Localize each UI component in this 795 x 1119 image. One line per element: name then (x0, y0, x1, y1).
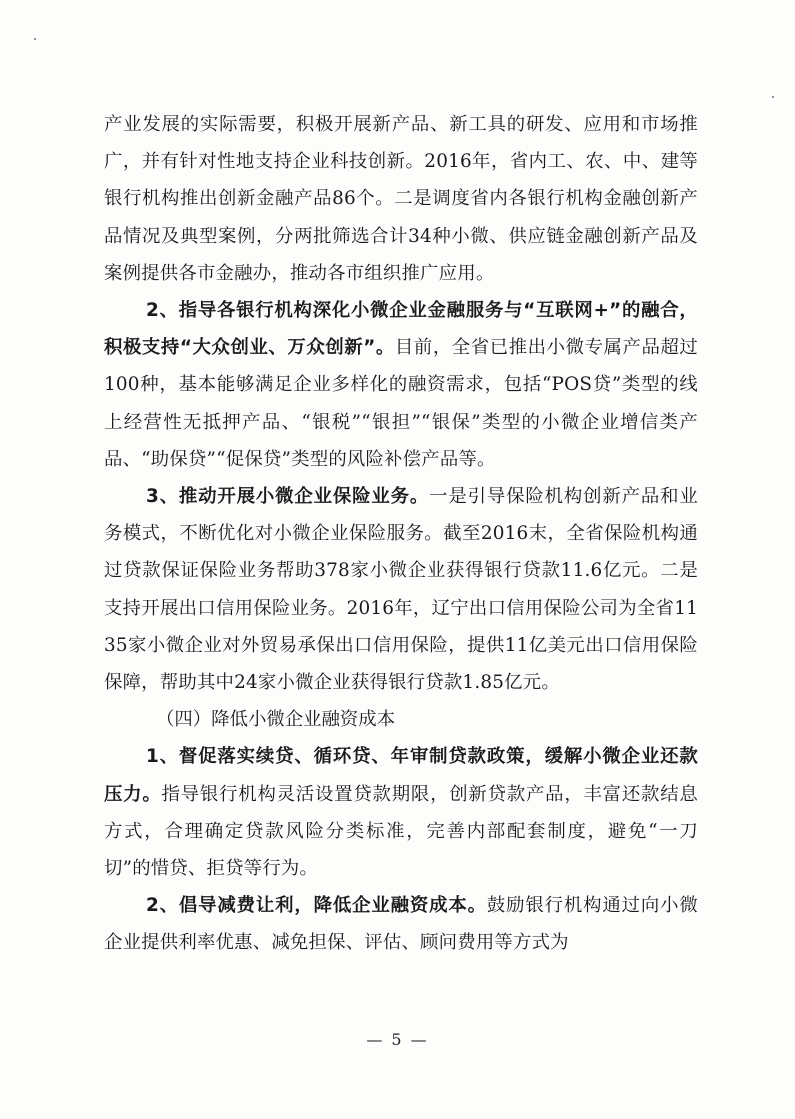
scan-mark (772, 96, 774, 98)
page-number: — 5 — (366, 1030, 429, 1049)
paragraph-text: 鼓励银行机构通过向小微企业提供利率优惠、减免担保、评估、顾问费用等方式为 (104, 895, 698, 954)
paragraph-text: 目前，全省已推出小微专属产品超过100种，基本能够满足企业多样化的融资需求，包括“POS贷”类型的线上经营性无抵押产品、“银税”“银担”“银保”类型的小微企业增信类产品、“助保贷”“促保贷”类型的风险补偿产品等。 (104, 337, 699, 470)
paragraph-bold-lead: 2、指导各银行机构深化小微企业金融服务与“互联网+”的融合，积极支持“大众创业、万众创新”。 (104, 300, 698, 359)
section-heading: （四）降低小微企业融资成本 (156, 709, 396, 731)
paragraph-loan-policy (104, 738, 698, 887)
paragraph-text: 指导银行机构灵活设置贷款期限，创新贷款产品，丰富还款结息方式，合理确定贷款风险分类标准，完善内部配套制度，避免“一刀切”的惜贷、拒贷等行为。 (104, 783, 698, 880)
paragraph-text: 产业发展的实际需要，积极开展新产品、新工具的研发、应用和市场推广，并有针对性地支持企业科技创新。2016年，省内工、农、中、建等银行机构推出创新金融产品86个。二是调度省内各银行机构金融创新产品情况及典型案例，分两批筛选合计34种小微、供应链金融创新产品及案例提供各市金融办，推动各市组织推广应用。 (104, 114, 698, 284)
paragraph-bold-lead: 1、督促落实续贷、循环贷、年审制贷款政策，缓解小微企业还款压力。 (104, 746, 698, 805)
paragraph-insurance (104, 478, 698, 701)
paragraph-continuation (104, 106, 698, 292)
paragraph-fintech (104, 292, 698, 478)
paragraph-text: 一是引导保险机构创新产品和业务模式，不断优化对小微企业保险服务。截至2016末，全省保险机构通过贷款保证保险业务帮助378家小微企业获得银行贷款11.6亿元。二是支持开展出口信用保险业务。2016年，辽宁出口信用保险公司为全省1135家小微企业对外贸易承保出口信用保险，提供11亿美元出口信用保险保障，帮助其中24家小微企业获得银行贷款1.85亿元。 (104, 486, 698, 694)
paragraph-fee-reduction (104, 887, 698, 961)
paragraph-bold-lead: 2、倡导减费让利，降低企业融资成本。 (146, 895, 487, 917)
paragraph-bold-lead: 3、推动开展小微企业保险业务。 (146, 486, 430, 508)
scan-mark (34, 38, 36, 40)
document-body (104, 106, 698, 962)
